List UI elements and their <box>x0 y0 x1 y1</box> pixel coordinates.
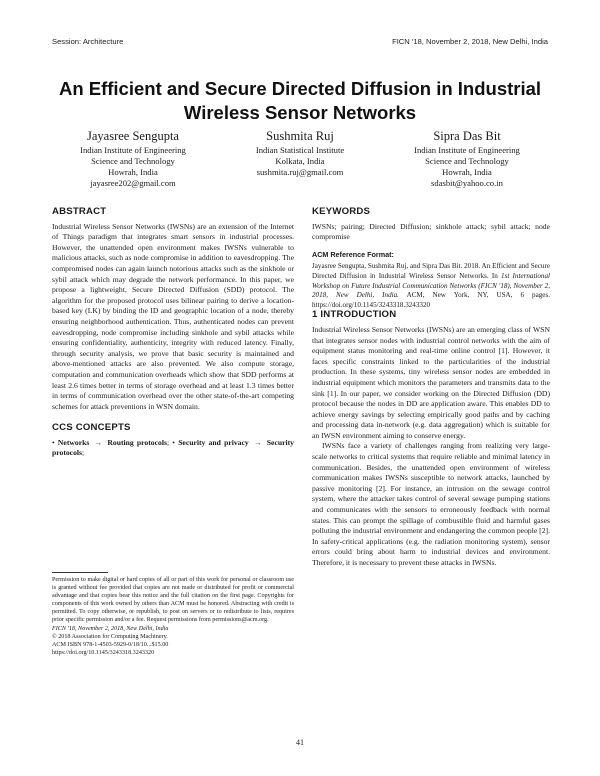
paper-title: An Efficient and Secure Directed Diffusion in Industrial Wireless Sensor Networks <box>58 78 542 123</box>
author-location: Howrah, India <box>442 167 492 177</box>
intro-paragraph-1: Industrial Wireless Sensor Networks (IWSNs) are an emerging class of WSN that integrates sensor nodes with industrial control networks with the aim of equipment status monitoring and real-time online control [1]. However, it faces specific constraints linked to the particularities of the industrial production. In these systems, tiny wireless sensor nodes are embedded in industrial equipment which monitors the parameters and transmits data to the sink [1]. In our paper, we consider working on the Directed Diffusion (DD) protocol because the nodes in DD are application aware. This enables DD to achieve energy savings by selecting empirically good paths and by caching and processing data in-network (e.g. data aggregation) which is suitable for an IWSN environment aiming to conserve energy. <box>312 324 550 440</box>
author-name: Sushmita Ruj <box>266 129 334 143</box>
intro-paragraph-2: IWSNs face a variety of challenges ranging from realizing very large-scale networks to critical systems that require reliable and minimal latency in communication. Besides, the unattended open environment of wireless communication makes IWSNs susceptible to network attacks, launched by passive monitoring [2]. For instance, an intrusion on the sewage control system, where the attacker takes control of several sewage pumping stations and communicates with the sensors to erroneously feedback with normal states. This can prompt the spillage of combustible fluid and harmful gases polluting the industrial environment and endangering the common people [2]. In safety-critical applications (e.g. the radiation monitoring system), sensor errors could bring about harm to industrial devices and environment. Therefore, it is necessary to prevent these attacks in IWSNs. <box>312 441 550 567</box>
bullet: • <box>172 437 175 447</box>
bullet: • <box>52 437 55 447</box>
acm-reference-text <box>312 262 550 310</box>
copyright-line: © 2018 Association for Computing Machinery. <box>52 633 168 640</box>
introduction-heading: 1 INTRODUCTION <box>312 309 397 321</box>
permission-block <box>52 576 294 657</box>
separator: ; <box>82 448 85 458</box>
abstract-heading: ABSTRACT <box>52 206 107 217</box>
ccs-term: Networks <box>57 437 90 447</box>
author-affiliation: Indian Institute of Engineering <box>80 145 186 155</box>
keywords-text: IWSNs; pairing; Directed Diffusion; sinkhole attack; sybil attack; node compromise <box>312 221 550 242</box>
ccs-text <box>52 438 294 459</box>
author-affiliation: Indian Statistical Institute <box>255 145 345 155</box>
ccs-heading: CCS CONCEPTS <box>52 422 131 434</box>
isbn-line: ACM ISBN 978-1-4503-5929-0/18/10...$15.00 <box>52 641 169 648</box>
author-affiliation: Science and Technology <box>425 156 509 166</box>
doi-link[interactable]: https://doi.org/10.1145/3243318.3243320 <box>52 649 155 656</box>
arrow-icon: → <box>94 437 103 447</box>
abstract-text: Industrial Wireless Sensor Networks (IWSNs) are an extension of the Internet of Things paradigm that integrates smart sensors in industrial processes. However, the unattended open environment makes IWSNs vulnerable to malicious attacks, such as node compromise in addition to eavesdropping. The compromised nodes can again launch notorious attacks such as the sinkhole or sybil attack which may degrade the network performance. In this paper, we propose a lightweight, Secure Directed Diffusion (SDD) protocol. The algorithm for the proposed protocol uses bilinear pairing to derive a location-based key (LK) by binding the ID and geographic location of a node, thereby ensuring neighborhood authentication. Thus, authenticated nodes can prevent eavesdropping, node compromise including sinkhole and sybil attacks while ensuring confidentiality, authenticity, integrity with reduced latency. Finally, through security analysis, we prove that basic security is maintained and above-mentioned attacks are also prevented. We also compute storage, computation and communication overheads which show that SDD performs at least 2.6 times better in terms of storage overhead and at least 1.3 times better in terms of communication overhead over the other state-of-the-art competing schemes for attack preventions in WSN domain. <box>52 221 294 411</box>
permission-venue: FICN '18, November 2, 2018, New Delhi, India <box>52 625 169 632</box>
ccs-term: Routing protocols <box>107 437 167 447</box>
acm-reference-rest: ACM, New York, NY, USA, 6 pages. https://doi.org/10.1145/3243318.3243320 <box>312 291 550 309</box>
author-block-1 <box>48 128 218 189</box>
author-email: sdasbit@yahoo.co.in <box>431 178 503 188</box>
author-name: Jayasree Sengupta <box>87 129 179 143</box>
keywords-heading: KEYWORDS <box>312 206 371 217</box>
author-location: Kolkata, India <box>275 156 325 166</box>
separator: ; <box>166 437 170 447</box>
footnote-divider <box>52 572 108 573</box>
acm-reference-venue: 1st International Workshop on Future Industrial Communication Networks (FICN '18), November 2, 2018, New Delhi, India. <box>312 271 550 300</box>
ccs-term: Security and privacy <box>178 437 249 447</box>
author-name: Sipra Das Bit <box>433 129 501 143</box>
running-header-session: Session: Architecture <box>52 37 124 46</box>
author-location: Howrah, India <box>108 167 158 177</box>
right-column <box>312 207 550 569</box>
ccs-term: Security protocols <box>52 437 294 458</box>
acm-reference-authors: Jayasree Sengupta, Sushmita Ruj, and Sipra Das Bit. 2018. An Efficient and Secure Directed Diffusion in Industrial Wireless Sensor Networks. In <box>312 262 550 280</box>
author-email: jayasree202@gmail.com <box>90 178 176 188</box>
author-block-2 <box>215 128 385 178</box>
arrow-icon: → <box>253 437 262 447</box>
author-affiliation: Science and Technology <box>91 156 175 166</box>
page-number: 41 <box>296 738 304 747</box>
author-affiliation: Indian Institute of Engineering <box>414 145 520 155</box>
acm-reference-heading: ACM Reference Format: <box>312 249 394 259</box>
author-email: sushmita.ruj@gmail.com <box>256 167 344 177</box>
running-header-venue: FICN '18, November 2, 2018, New Delhi, India <box>392 37 548 46</box>
left-column <box>52 207 294 459</box>
permission-text: Permission to make digital or hard copies of all or part of this work for personal or classroom use is granted without fee provided that copies are not made or distributed for profit or commercial advantage and that copies bear this notice and the full citation on the first page. Copyrights for components of this work owned by others than ACM must be honored. Abstracting with credit is permitted. To copy otherwise, or republish, to post on servers or to redistribute to lists, requires prior specific permission and/or a fee. Request permissions from permissions@acm.org. <box>52 577 294 624</box>
author-block-3 <box>382 128 552 189</box>
ccs-concepts-section <box>52 423 294 459</box>
